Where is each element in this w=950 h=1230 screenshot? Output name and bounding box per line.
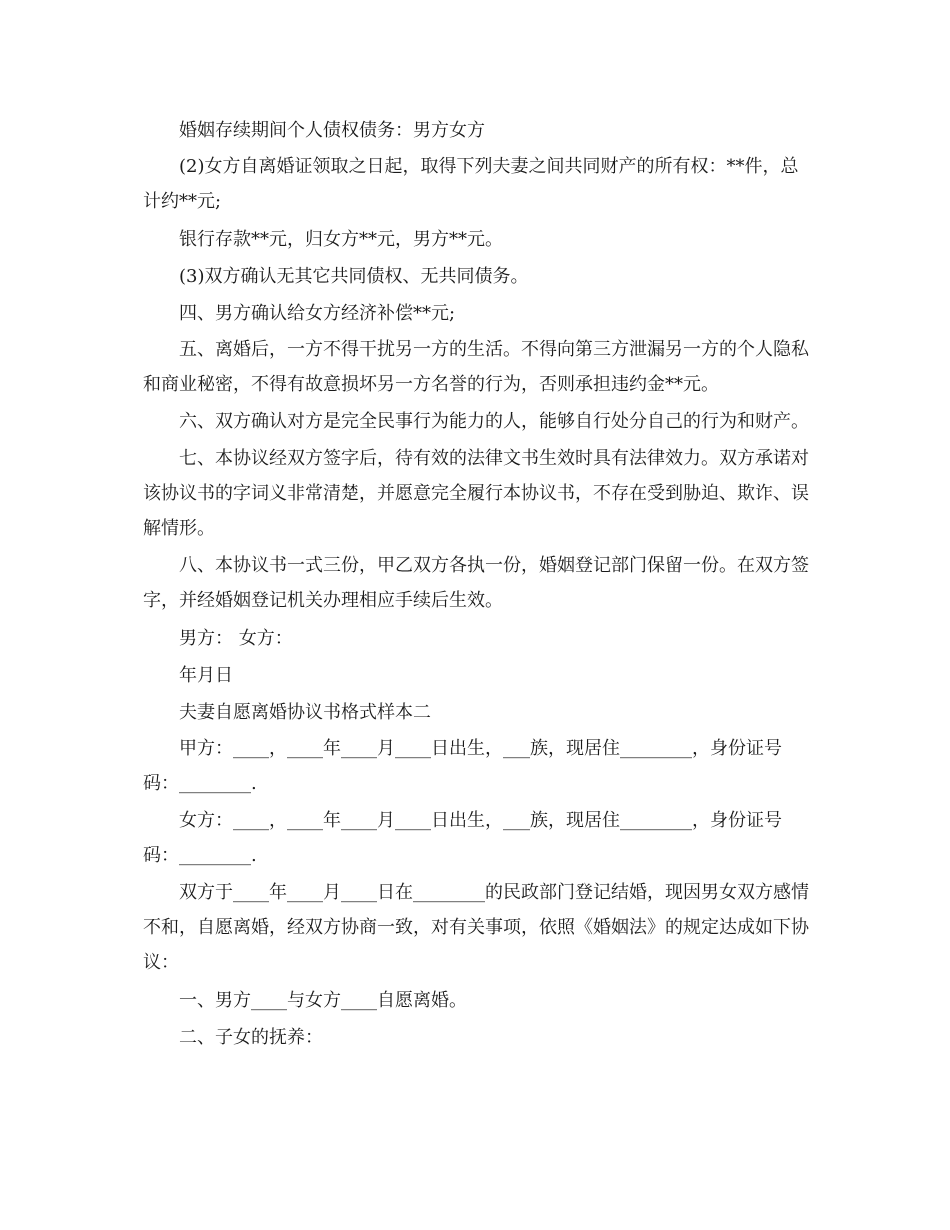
paragraph-clause-8: 八、本协议书一式三份，甲乙双方各执一份，婚姻登记部门保留一份。在双方签字，并经婚姻登记机关办理相应手续后生效。 [143,555,809,611]
document-body [143,112,809,1056]
paragraph-bank-deposit: 银行存款**元，归女方**元，男方**元。 [179,229,503,250]
paragraph-party-b: 女方：____，____年____月____日出生，___族，现居住________，身份证号码：________. [143,810,782,866]
paragraph-joint-property: (2)女方自离婚证领取之日起，取得下列夫妻之间共同财产的所有权：**件，总计约**元; [143,156,799,212]
signature-line: 男方： 女方： [179,628,293,649]
paragraph-clause-7: 七、本协议经双方签字后，待有效的法律文书生效时具有法律效力。双方承诺对该协议书的字词义非常清楚，并愿意完全履行本协议书，不存在受到胁迫、欺诈、误解情形。 [143,448,809,539]
date-line: 年月日 [179,665,233,686]
paragraph-clause-2: 二、子女的抚养： [179,1027,323,1048]
paragraph-clause-1: 一、男方____与女方____自愿离婚。 [179,990,467,1011]
paragraph-clause-5: 五、离婚后，一方不得干扰另一方的生活。不得向第三方泄漏另一方的个人隐私和商业秘密，不得有故意损坏另一方名誉的行为，否则承担违约金**元。 [143,339,809,395]
paragraph-clause-6: 六、双方确认对方是完全民事行为能力的人，能够自行处分自己的行为和财产。 [179,411,809,432]
section-title: 夫妻自愿离婚协议书格式样本二 [179,702,431,723]
paragraph-preamble: 双方于____年____月____日在________的民政部门登记结婚，现因男女双方感情不和，自愿离婚，经双方协商一致，对有关事项，依照《婚姻法》的规定达成如下协议： [143,882,809,973]
paragraph-party-a: 甲方：____，____年____月____日出生，___族，现居住________，身份证号码：________. [143,738,782,794]
paragraph-clause-4: 四、男方确认给女方经济补偿**元; [179,303,456,324]
paragraph-no-other-debts: (3)双方确认无其它共同债权、无共同债务。 [179,266,529,287]
paragraph-debts: 婚姻存续期间个人债权债务：男方女方 [179,120,485,141]
